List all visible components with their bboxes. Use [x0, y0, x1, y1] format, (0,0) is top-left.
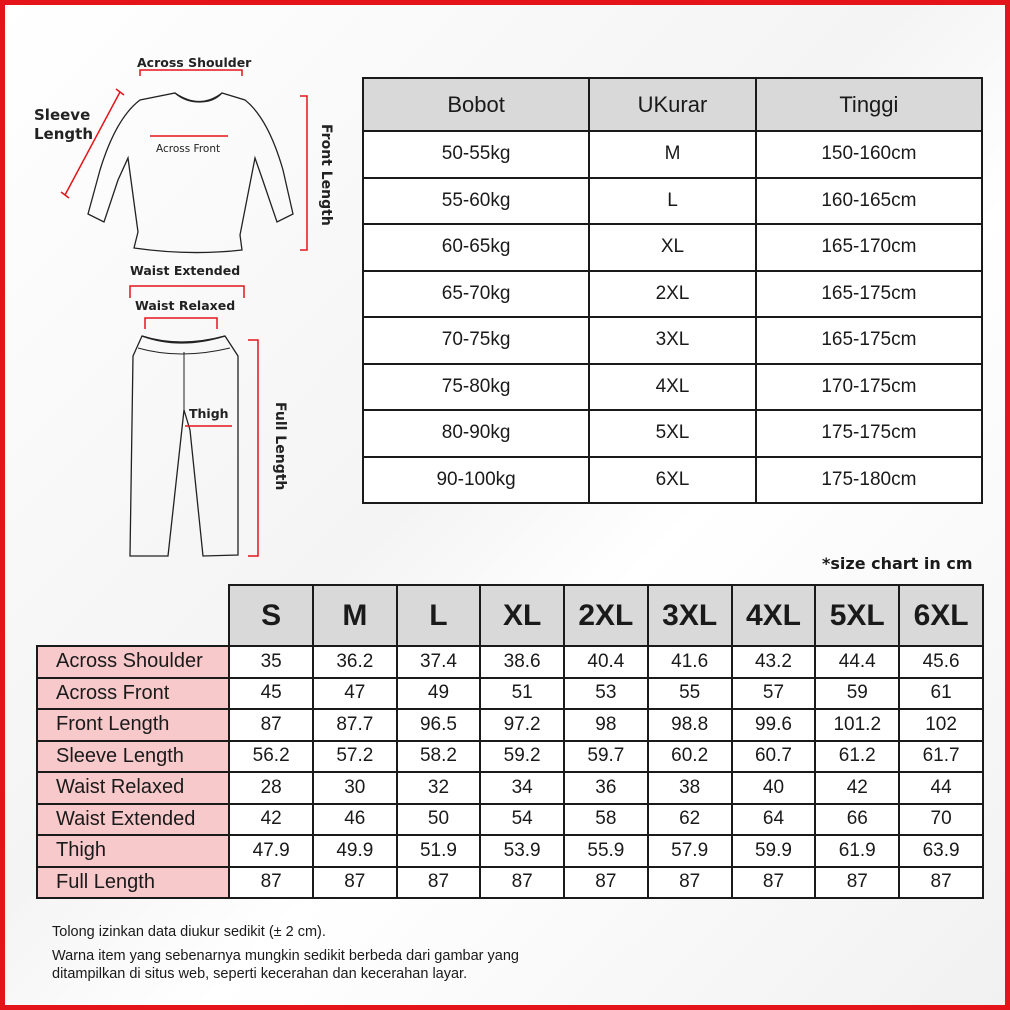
garment-drawing [0, 0, 360, 580]
measurement-value: 97.2 [480, 709, 564, 741]
measurement-value: 87.7 [313, 709, 397, 741]
size-header-row [37, 585, 983, 646]
label-thigh: Thigh [189, 406, 229, 421]
height-cell: 170-175cm [756, 364, 982, 411]
measurement-value: 58 [564, 804, 648, 836]
size-chart-unit-note: *size chart in cm [822, 554, 973, 573]
measurement-value: 37.4 [397, 646, 481, 678]
footnote-tolerance: Tolong izinkan data diukur sedikit (± 2 cm). [52, 924, 326, 940]
footnote-color-1: Warna item yang sebenarnya mungkin sedikit berbeda dari gambar yang [52, 948, 519, 964]
measurement-value: 50 [397, 804, 481, 836]
size-header: XL [480, 585, 564, 646]
measurement-value: 51 [480, 678, 564, 710]
measurement-value: 51.9 [397, 835, 481, 867]
measurement-value: 98.8 [648, 709, 732, 741]
measurement-value: 87 [480, 867, 564, 899]
size-cell: 4XL [589, 364, 756, 411]
size-header: 5XL [815, 585, 899, 646]
measurement-label: Thigh [37, 835, 229, 867]
weight-cell: 50-55kg [363, 131, 589, 178]
measurement-value: 40.4 [564, 646, 648, 678]
garment-illustration [0, 0, 360, 580]
measurement-value: 32 [397, 772, 481, 804]
size-cell: L [589, 178, 756, 225]
table-row [363, 410, 982, 457]
measurement-label: Waist Extended [37, 804, 229, 836]
table-row [37, 835, 983, 867]
table-row [363, 317, 982, 364]
measurement-value: 53 [564, 678, 648, 710]
table-row [37, 867, 983, 899]
table-row [37, 709, 983, 741]
measurement-value: 87 [397, 867, 481, 899]
size-cell: 5XL [589, 410, 756, 457]
weight-table-header-row [363, 78, 982, 131]
measurement-value: 101.2 [815, 709, 899, 741]
measurement-value: 59.2 [480, 741, 564, 773]
weight-cell: 65-70kg [363, 271, 589, 318]
header-ukuran: UKurar [589, 78, 756, 131]
measurement-value: 60.2 [648, 741, 732, 773]
measurement-value: 87 [815, 867, 899, 899]
measurement-value: 28 [229, 772, 313, 804]
size-header: M [313, 585, 397, 646]
height-cell: 150-160cm [756, 131, 982, 178]
measurement-value: 87 [732, 867, 816, 899]
size-cell: 6XL [589, 457, 756, 504]
table-row [363, 131, 982, 178]
header-bobot: Bobot [363, 78, 589, 131]
weight-cell: 80-90kg [363, 410, 589, 457]
waist-extended-bracket [130, 286, 244, 298]
label-waist-relaxed: Waist Relaxed [135, 298, 236, 313]
measurement-value: 61.7 [899, 741, 983, 773]
size-header: 3XL [648, 585, 732, 646]
table-row [363, 178, 982, 225]
measurement-value: 87 [313, 867, 397, 899]
measurement-value: 36.2 [313, 646, 397, 678]
measurement-value: 61 [899, 678, 983, 710]
measurement-label: Front Length [37, 709, 229, 741]
measurement-value: 98 [564, 709, 648, 741]
size-cell: 3XL [589, 317, 756, 364]
size-cell: M [589, 131, 756, 178]
measurement-value: 54 [480, 804, 564, 836]
measurement-value: 96.5 [397, 709, 481, 741]
label-sleeve-length-1: Sleeve [34, 106, 91, 124]
height-cell: 165-170cm [756, 224, 982, 271]
measurement-value: 45.6 [899, 646, 983, 678]
measurement-value: 38.6 [480, 646, 564, 678]
front-length-bracket [300, 96, 307, 250]
table-row [37, 772, 983, 804]
measurement-value: 47 [313, 678, 397, 710]
label-front-length: Front Length [318, 124, 334, 226]
table-row [363, 224, 982, 271]
size-header: L [397, 585, 481, 646]
measurement-label: Across Front [37, 678, 229, 710]
measurement-value: 49 [397, 678, 481, 710]
weight-cell: 90-100kg [363, 457, 589, 504]
measurement-value: 55.9 [564, 835, 648, 867]
label-across-front: Across Front [156, 143, 221, 155]
waist-relaxed-bracket [145, 318, 217, 329]
table-row [363, 271, 982, 318]
table-row [37, 678, 983, 710]
size-header: S [229, 585, 313, 646]
table-row [37, 741, 983, 773]
measurement-value: 62 [648, 804, 732, 836]
across-shoulder-bracket [140, 70, 242, 76]
measurement-value: 44.4 [815, 646, 899, 678]
measurement-value: 66 [815, 804, 899, 836]
full-length-bracket [248, 340, 258, 556]
footnote-color-2: ditampilkan di situs web, seperti kecerahan dan kecerahan layar. [52, 966, 468, 982]
weight-cell: 55-60kg [363, 178, 589, 225]
measurement-value: 57.9 [648, 835, 732, 867]
shirt-outline [88, 93, 293, 253]
measurement-value: 87 [229, 709, 313, 741]
label-sleeve-length-2: Length [34, 125, 93, 143]
height-cell: 175-180cm [756, 457, 982, 504]
weight-cell: 75-80kg [363, 364, 589, 411]
measurement-label: Full Length [37, 867, 229, 899]
measurement-value: 30 [313, 772, 397, 804]
measurement-label: Across Shoulder [37, 646, 229, 678]
table-row [37, 804, 983, 836]
measurement-value: 40 [732, 772, 816, 804]
weight-cell: 70-75kg [363, 317, 589, 364]
table-row [363, 364, 982, 411]
measurement-value: 58.2 [397, 741, 481, 773]
height-cell: 175-175cm [756, 410, 982, 457]
measurement-value: 60.7 [732, 741, 816, 773]
label-across-shoulder: Across Shoulder [137, 55, 252, 70]
size-cell: XL [589, 224, 756, 271]
table-row [363, 457, 982, 504]
measurement-value: 42 [815, 772, 899, 804]
size-cell: 2XL [589, 271, 756, 318]
measurement-value: 102 [899, 709, 983, 741]
height-cell: 160-165cm [756, 178, 982, 225]
measurement-value: 59.7 [564, 741, 648, 773]
measurement-value: 41.6 [648, 646, 732, 678]
label-full-length: Full Length [272, 402, 288, 491]
height-cell: 165-175cm [756, 317, 982, 364]
measurement-value: 45 [229, 678, 313, 710]
header-tinggi: Tinggi [756, 78, 982, 131]
size-header: 6XL [899, 585, 983, 646]
measurement-value: 42 [229, 804, 313, 836]
measurement-value: 87 [564, 867, 648, 899]
measurement-value: 61.9 [815, 835, 899, 867]
weight-size-table [362, 77, 983, 504]
measurement-label: Sleeve Length [37, 741, 229, 773]
label-waist-extended: Waist Extended [130, 263, 241, 278]
measurement-value: 36 [564, 772, 648, 804]
measurement-label: Waist Relaxed [37, 772, 229, 804]
measurement-value: 87 [229, 867, 313, 899]
measurement-value: 56.2 [229, 741, 313, 773]
measurement-value: 99.6 [732, 709, 816, 741]
measurement-value: 46 [313, 804, 397, 836]
table-corner [37, 585, 229, 646]
measurement-value: 87 [648, 867, 732, 899]
measurement-table [36, 584, 984, 899]
measurement-value: 57 [732, 678, 816, 710]
measurement-value: 61.2 [815, 741, 899, 773]
measurement-value: 38 [648, 772, 732, 804]
size-header: 2XL [564, 585, 648, 646]
measurement-value: 34 [480, 772, 564, 804]
measurement-value: 63.9 [899, 835, 983, 867]
height-cell: 165-175cm [756, 271, 982, 318]
table-row [37, 646, 983, 678]
measurement-value: 55 [648, 678, 732, 710]
measurement-value: 44 [899, 772, 983, 804]
measurement-value: 64 [732, 804, 816, 836]
measurement-value: 35 [229, 646, 313, 678]
measurement-value: 57.2 [313, 741, 397, 773]
measurement-value: 43.2 [732, 646, 816, 678]
measurement-value: 53.9 [480, 835, 564, 867]
measurement-value: 59.9 [732, 835, 816, 867]
measurement-table-body [37, 646, 983, 898]
measurement-value: 59 [815, 678, 899, 710]
weight-cell: 60-65kg [363, 224, 589, 271]
measurement-value: 49.9 [313, 835, 397, 867]
measurement-value: 47.9 [229, 835, 313, 867]
measurement-value: 87 [899, 867, 983, 899]
measurement-value: 70 [899, 804, 983, 836]
size-header: 4XL [732, 585, 816, 646]
